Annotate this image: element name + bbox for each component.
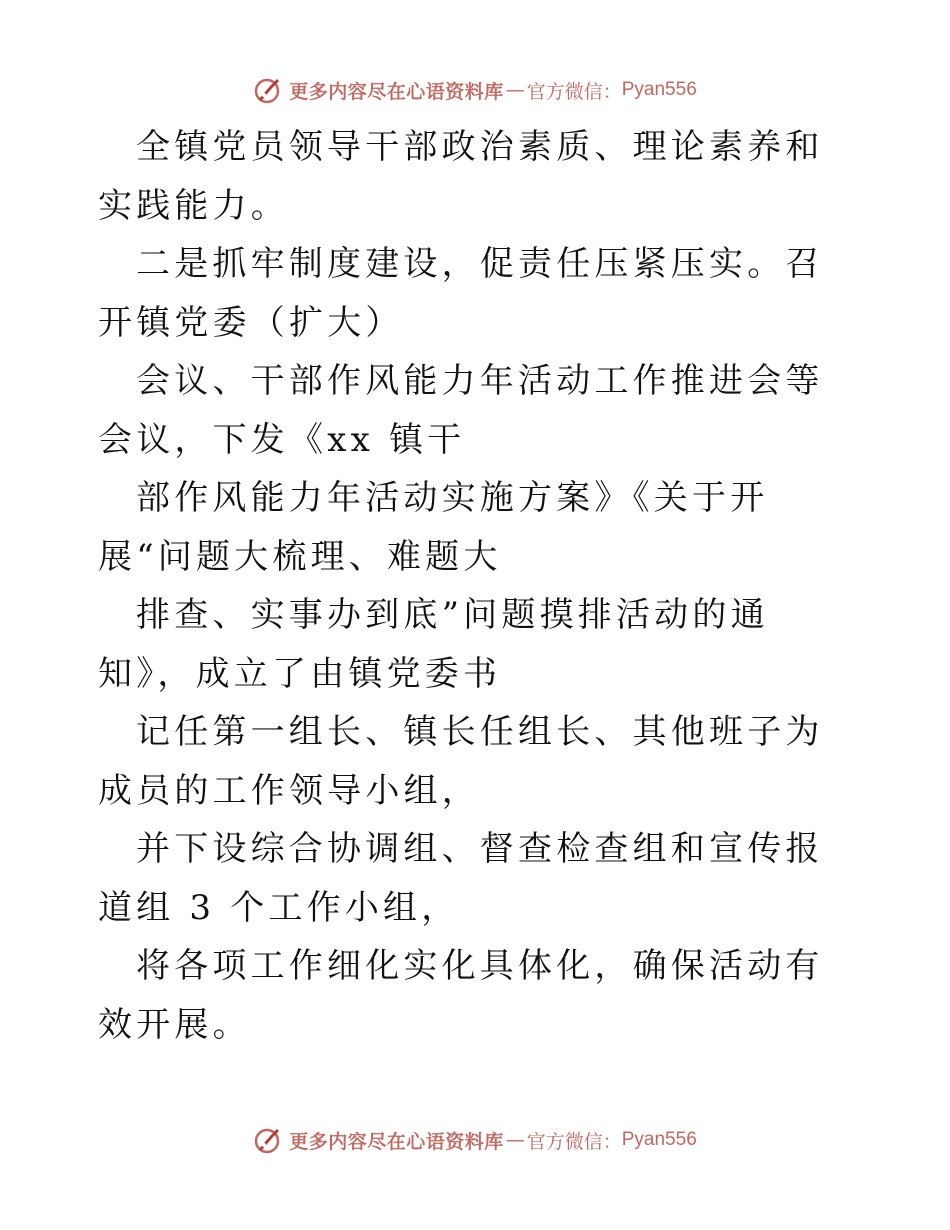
paragraph-1: 全镇党员领导干部政治素质、理论素养和实践能力。 xyxy=(98,127,824,226)
banner-wechat-id: Pyan556 xyxy=(621,1129,697,1150)
header-banner xyxy=(0,70,950,110)
footer-banner xyxy=(0,1120,950,1160)
pen-nib-icon xyxy=(253,1125,283,1155)
pen-nib-icon xyxy=(253,75,283,105)
paragraph-4: 部作风能力年活动实施方案》《关于开展“问题大梳理、难题大 xyxy=(98,478,769,577)
banner-dash: — xyxy=(505,1129,525,1151)
banner-wechat-label: 官方微信： xyxy=(526,1130,622,1153)
paragraph-2: 二是抓牢制度建设，促责任压紧压实。召开镇党委（扩大） xyxy=(98,244,824,343)
paragraph-3: 会议、干部作风能力年活动工作推进会等会议，下发《xx 镇干 xyxy=(98,361,824,460)
paragraph-5: 排查、实事办到底”问题摸排活动的通知》，成立了由镇党委书 xyxy=(98,595,769,694)
paragraph-7: 并下设综合协调组、督查检查组和宣传报道组 3 个工作小组， xyxy=(98,829,824,928)
paragraph-6: 记任第一组长、镇长任组长、其他班子为成员的工作领导小组， xyxy=(98,712,824,811)
banner-main-text: 更多内容尽在心语资料库 xyxy=(289,1130,504,1153)
banner-wechat-label: 官方微信： xyxy=(526,80,622,103)
banner-wechat-id: Pyan556 xyxy=(621,79,697,100)
banner-dash: — xyxy=(505,79,525,101)
paragraph-8: 将各项工作细化实化具体化，确保活动有效开展。 xyxy=(98,946,824,1045)
banner-main-text: 更多内容尽在心语资料库 xyxy=(289,80,504,103)
document-body xyxy=(98,118,858,1054)
